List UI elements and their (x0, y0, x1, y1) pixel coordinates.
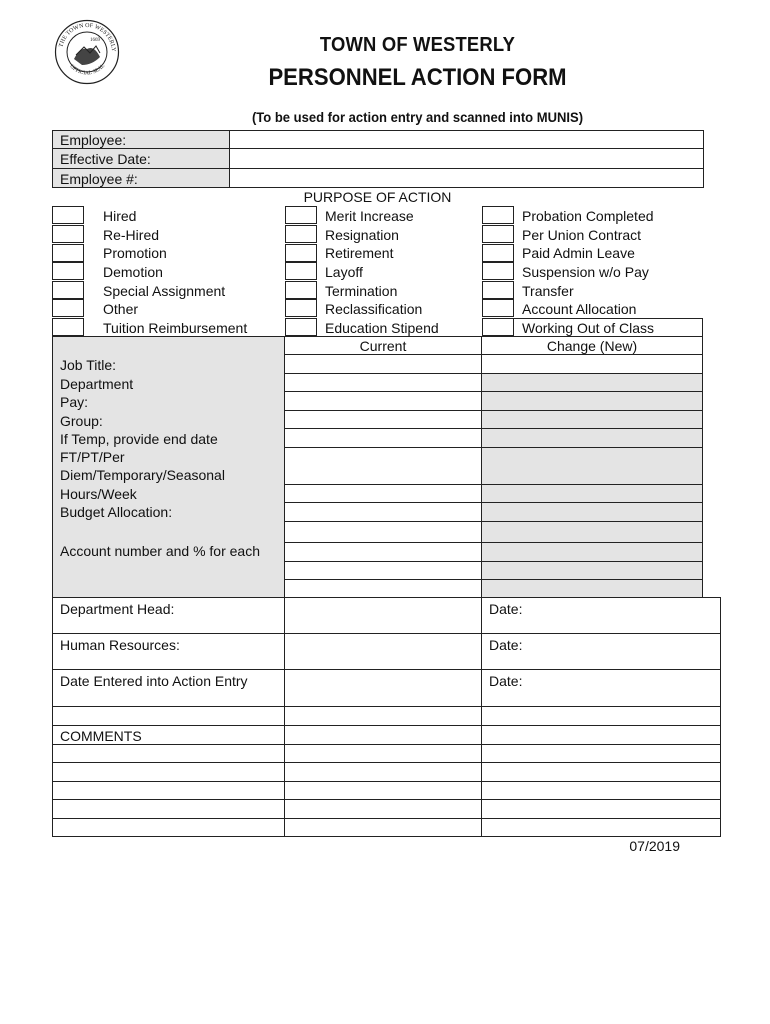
date-entered-field[interactable] (285, 670, 481, 706)
option-promotion: Promotion (103, 245, 167, 261)
checkbox-transfer[interactable] (482, 281, 514, 299)
current-temp-end-date[interactable] (285, 429, 481, 447)
option-tuition-reimbursement: Tuition Reimbursement (103, 320, 248, 336)
hours-week-label: Hours/Week (60, 486, 137, 502)
department-head-label: Department Head: (60, 601, 175, 617)
date-entered-label: Date Entered into Action Entry (60, 673, 248, 689)
option-merit-increase: Merit Increase (325, 208, 414, 224)
job-title-label: Job Title: (60, 357, 117, 373)
option-reclassification: Reclassification (325, 301, 423, 317)
option-account-allocation: Account Allocation (522, 301, 637, 317)
checkbox-per-union-contract[interactable] (482, 225, 514, 243)
current-hours-week[interactable] (285, 485, 481, 502)
checkbox-hired[interactable] (52, 206, 84, 224)
svg-text:THE TOWN OF WESTERLY: THE TOWN OF WESTERLY (58, 22, 117, 53)
option-education-stipend: Education Stipend (325, 320, 439, 336)
form-subtitle: (To be used for action entry and scanned into MUNIS) (251, 109, 584, 125)
revision-date: 07/2019 (629, 838, 680, 854)
town-title: TOWN OF WESTERLY (319, 34, 516, 56)
checkbox-working-out-of-class[interactable] (482, 318, 514, 336)
pay-label: Pay: (60, 394, 89, 410)
checkbox-promotion[interactable] (52, 244, 84, 262)
current-pay[interactable] (285, 392, 481, 410)
checkbox-tuition-reimbursement[interactable] (52, 318, 84, 336)
option-resignation: Resignation (325, 227, 399, 243)
checkbox-account-allocation[interactable] (482, 299, 514, 317)
employee-number-label: Employee #: (60, 171, 138, 187)
option-suspension: Suspension w/o Pay (522, 264, 649, 280)
svg-text:OFFICIAL SEAL: OFFICIAL SEAL (68, 63, 107, 77)
current-job-title[interactable] (285, 355, 481, 373)
change-column-fill (482, 373, 702, 597)
group-label: Group: (60, 413, 103, 429)
current-account-numbers[interactable] (285, 522, 481, 597)
svg-text:1669: 1669 (90, 38, 100, 43)
checkbox-reclassification[interactable] (285, 299, 317, 317)
option-probation-completed: Probation Completed (522, 208, 654, 224)
checkbox-suspension[interactable] (482, 262, 514, 280)
account-number-label: Account number and % for each (60, 543, 261, 559)
checkbox-probation-completed[interactable] (482, 206, 514, 224)
current-department[interactable] (285, 374, 481, 391)
budget-allocation-label: Budget Allocation: (60, 504, 173, 520)
option-transfer: Transfer (522, 283, 574, 299)
employee-number-field[interactable] (230, 169, 703, 187)
checkbox-layoff[interactable] (285, 262, 317, 280)
comments-field[interactable] (285, 707, 720, 836)
checkbox-special-assignment[interactable] (52, 281, 84, 299)
department-head-signature-field[interactable] (285, 598, 481, 633)
checkbox-re-hired[interactable] (52, 225, 84, 243)
comments-label: COMMENTS (60, 728, 142, 744)
employee-label: Employee: (60, 132, 127, 148)
employee-field[interactable] (230, 131, 703, 148)
change-column-header: Change (New) (546, 338, 638, 354)
department-label: Department (60, 376, 134, 392)
checkbox-retirement[interactable] (285, 244, 317, 262)
employment-type-label: FT/PT/Per Diem/Temporary/Seasonal (60, 449, 225, 483)
current-column-header: Current (359, 338, 407, 354)
option-other: Other (103, 301, 139, 317)
option-retirement: Retirement (325, 245, 394, 261)
option-re-hired: Re-Hired (103, 227, 160, 243)
option-layoff: Layoff (325, 264, 363, 280)
current-employment-type[interactable] (285, 448, 481, 484)
option-working-out-of-class: Working Out of Class (522, 320, 655, 336)
current-budget-allocation[interactable] (285, 503, 481, 521)
checkbox-demotion[interactable] (52, 262, 84, 280)
human-resources-signature-field[interactable] (285, 634, 481, 669)
effective-date-label: Effective Date: (60, 151, 151, 167)
department-head-date-label: Date: (489, 601, 523, 617)
checkbox-termination[interactable] (285, 281, 317, 299)
option-paid-admin-leave: Paid Admin Leave (522, 245, 635, 261)
checkbox-merit-increase[interactable] (285, 206, 317, 224)
date-entered-date-label: Date: (489, 673, 523, 689)
checkbox-other[interactable] (52, 299, 84, 317)
checkbox-paid-admin-leave[interactable] (482, 244, 514, 262)
town-seal-logo (54, 19, 120, 85)
temp-end-date-label: If Temp, provide end date (60, 431, 218, 447)
form-title: PERSONNEL ACTION FORM (268, 64, 567, 91)
checkbox-resignation[interactable] (285, 225, 317, 243)
human-resources-label: Human Resources: (60, 637, 180, 653)
option-special-assignment: Special Assignment (103, 283, 226, 299)
option-termination: Termination (325, 283, 398, 299)
option-hired: Hired (103, 208, 137, 224)
effective-date-field[interactable] (230, 149, 703, 168)
current-group[interactable] (285, 411, 481, 428)
human-resources-date-label: Date: (489, 637, 523, 653)
option-per-union-contract: Per Union Contract (522, 227, 642, 243)
option-demotion: Demotion (103, 264, 163, 280)
checkbox-education-stipend[interactable] (285, 318, 317, 336)
purpose-heading: PURPOSE OF ACTION (303, 189, 452, 205)
